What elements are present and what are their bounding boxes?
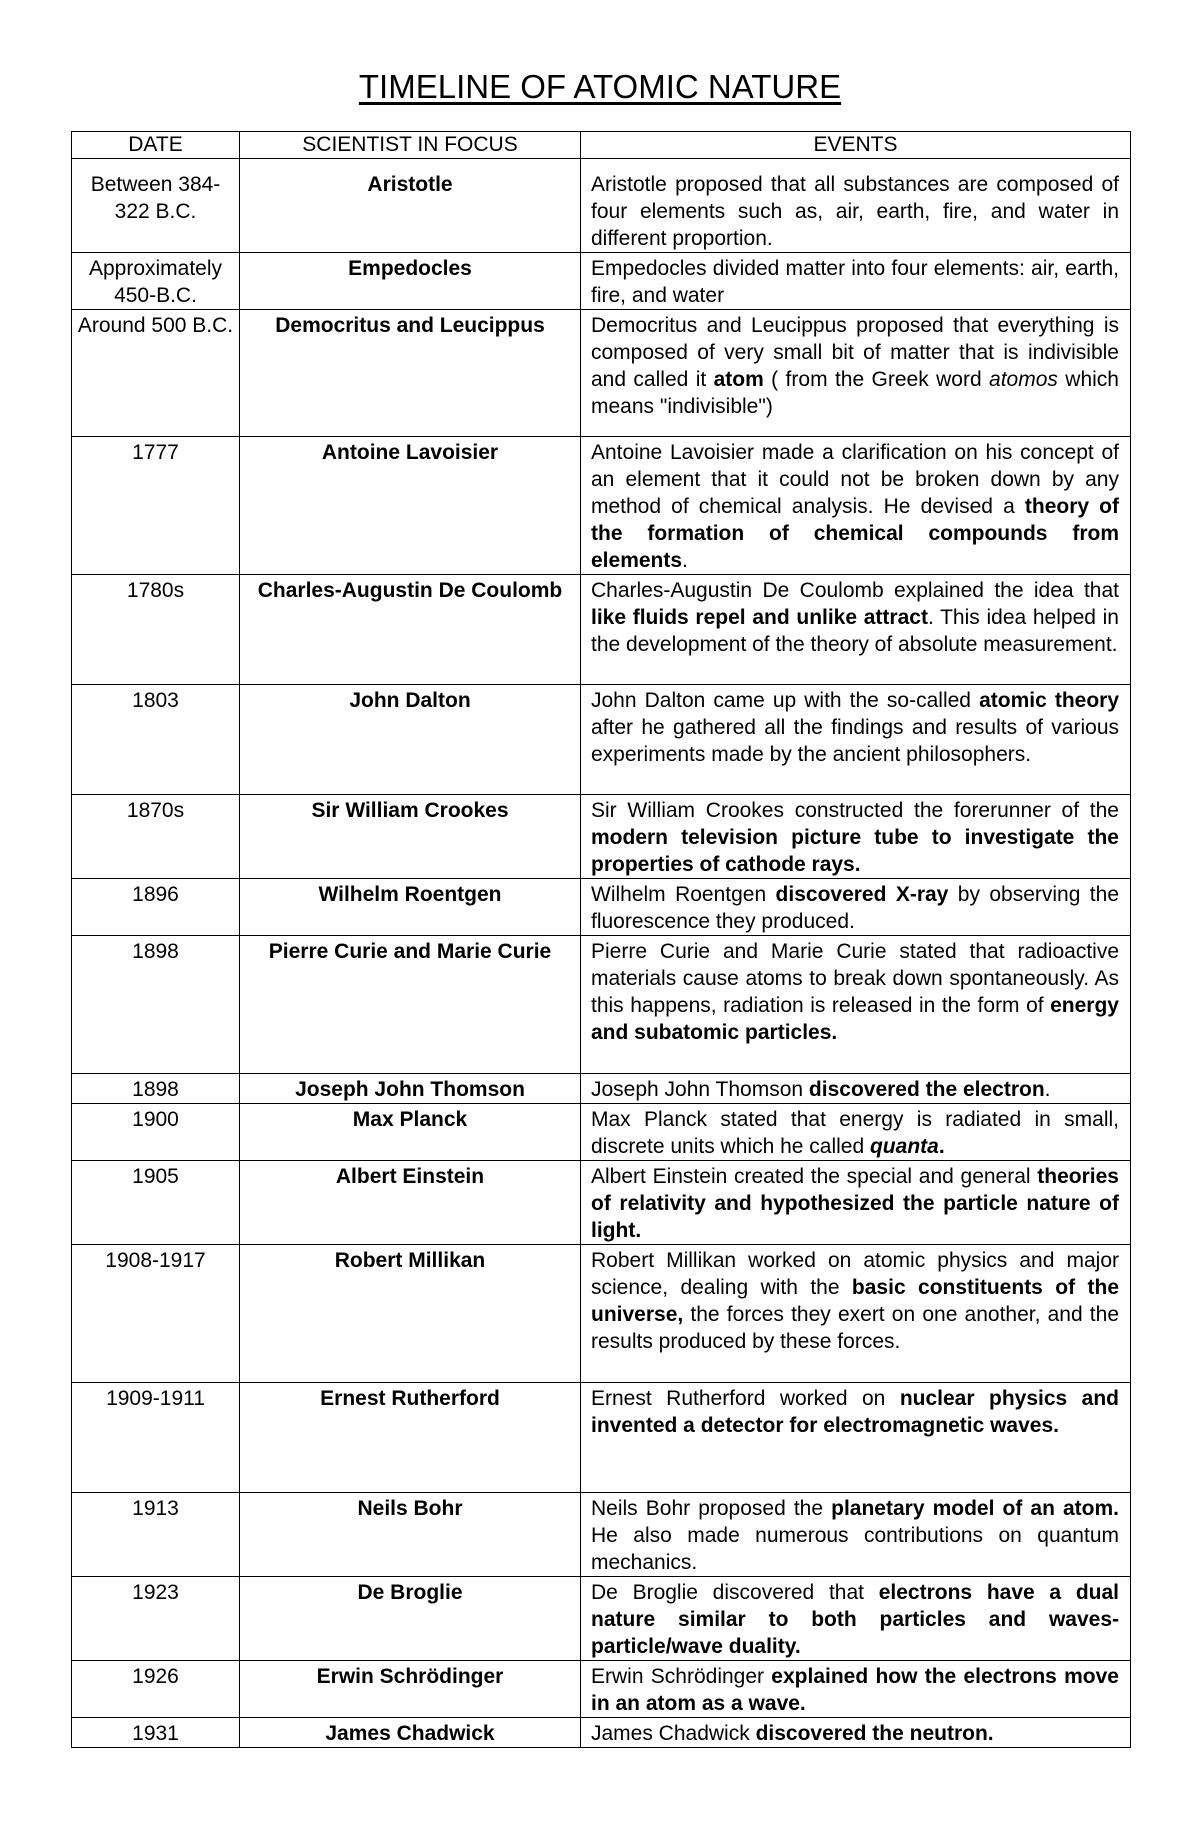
row-scientist: Empedocles bbox=[240, 253, 581, 310]
event-text-segment: nuclear physics and invented a detector for electromagnetic waves. bbox=[591, 1387, 1119, 1437]
row-date: 1913 bbox=[72, 1493, 240, 1577]
table-row bbox=[72, 575, 1131, 685]
row-events bbox=[581, 879, 1131, 936]
row-scientist: Albert Einstein bbox=[240, 1161, 581, 1245]
event-text-segment: Wilhelm Roentgen bbox=[591, 883, 776, 906]
row-date: 1908-1917 bbox=[72, 1245, 240, 1383]
row-scientist: Joseph John Thomson bbox=[240, 1074, 581, 1104]
row-scientist: Democritus and Leucippus bbox=[240, 310, 581, 437]
event-text-segment: . This idea helped in the development of the theory of absolute measurement. bbox=[591, 606, 1119, 656]
table-row bbox=[72, 936, 1131, 1074]
row-scientist: De Broglie bbox=[240, 1577, 581, 1661]
event-text-segment: modern television picture tube to investigate the properties of cathode rays. bbox=[591, 826, 1119, 876]
row-date: Approximately 450-B.C. bbox=[72, 253, 240, 310]
table-row bbox=[72, 1074, 1131, 1104]
row-events bbox=[581, 1383, 1131, 1493]
table-row bbox=[72, 159, 1131, 253]
event-text-segment: electrons have a dual nature similar to both particles and waves-particle/wave duality. bbox=[591, 1581, 1119, 1658]
header-events: EVENTS bbox=[581, 132, 1131, 159]
row-date: 1931 bbox=[72, 1718, 240, 1748]
row-events bbox=[581, 437, 1131, 575]
event-text-segment: basic constituents of the universe, bbox=[591, 1276, 1119, 1326]
event-text-segment: James Chadwick bbox=[591, 1722, 756, 1745]
event-text-segment: Charles-Augustin De Coulomb explained the idea that bbox=[591, 579, 1119, 602]
table-row bbox=[72, 685, 1131, 795]
row-date: 1898 bbox=[72, 936, 240, 1074]
event-text-segment: energy and subatomic particles. bbox=[591, 994, 1119, 1044]
table-body bbox=[72, 159, 1131, 1748]
event-text-segment: like fluids repel and unlike attract bbox=[591, 606, 928, 629]
row-scientist: Max Planck bbox=[240, 1104, 581, 1161]
row-date: 1803 bbox=[72, 685, 240, 795]
table-row bbox=[72, 1493, 1131, 1577]
header-date: DATE bbox=[72, 132, 240, 159]
table-row bbox=[72, 1383, 1131, 1493]
row-events bbox=[581, 685, 1131, 795]
row-date: 1926 bbox=[72, 1661, 240, 1718]
row-date: 1923 bbox=[72, 1577, 240, 1661]
event-text-segment: De Broglie discovered that bbox=[591, 1581, 879, 1604]
row-date: 1898 bbox=[72, 1074, 240, 1104]
event-text-segment: Democritus and Leucippus proposed that everything is composed of very small bit of matter that is indivisible and called it bbox=[591, 314, 1119, 391]
event-text-segment: discovered X-ray bbox=[775, 883, 949, 906]
header-scientist: SCIENTIST IN FOCUS bbox=[240, 132, 581, 159]
table-row bbox=[72, 1245, 1131, 1383]
event-text-segment: planetary model of an atom. bbox=[831, 1497, 1119, 1520]
event-text-segment: theory of the formation of chemical compounds from elements bbox=[591, 495, 1119, 572]
table-row bbox=[72, 253, 1131, 310]
table-row bbox=[72, 795, 1131, 879]
row-events bbox=[581, 1661, 1131, 1718]
event-text-segment: atomic theory bbox=[979, 689, 1120, 712]
document-title: TIMELINE OF ATOMIC NATURE bbox=[358, 68, 842, 105]
event-text-segment: explained how the electrons move in an atom as a wave. bbox=[591, 1665, 1119, 1715]
event-text-segment: Max Planck stated that energy is radiated in small, discrete units which he called bbox=[591, 1108, 1119, 1158]
row-events bbox=[581, 1245, 1131, 1383]
row-events bbox=[581, 575, 1131, 685]
event-text-segment: after he gathered all the findings and results of various experiments made by the ancient philosophers. bbox=[591, 716, 1119, 766]
event-text-segment: Sir William Crookes constructed the forerunner of the bbox=[591, 799, 1119, 822]
timeline-table bbox=[71, 131, 1131, 1748]
row-date: Between 384-322 B.C. bbox=[72, 159, 240, 253]
row-scientist: Ernest Rutherford bbox=[240, 1383, 581, 1493]
row-events bbox=[581, 1718, 1131, 1748]
event-text-segment: Empedocles divided matter into four elements: air, earth, fire, and water bbox=[591, 257, 1119, 307]
row-date: 1905 bbox=[72, 1161, 240, 1245]
row-date: 1900 bbox=[72, 1104, 240, 1161]
row-scientist: John Dalton bbox=[240, 685, 581, 795]
event-text-segment: Albert Einstein created the special and general bbox=[591, 1165, 1038, 1188]
event-text-segment: . bbox=[682, 549, 688, 572]
row-events bbox=[581, 310, 1131, 437]
row-scientist: Wilhelm Roentgen bbox=[240, 879, 581, 936]
row-events bbox=[581, 936, 1131, 1074]
event-text-segment: discovered the neutron. bbox=[755, 1722, 994, 1745]
event-text-segment: quanta bbox=[869, 1135, 939, 1158]
row-scientist: James Chadwick bbox=[240, 1718, 581, 1748]
row-date: 1870s bbox=[72, 795, 240, 879]
table-row bbox=[72, 1718, 1131, 1748]
event-text-segment: Pierre Curie and Marie Curie stated that radioactive materials cause atoms to break down spontaneously. As this happens, radiation is released in the form of bbox=[591, 940, 1119, 1017]
row-scientist: Sir William Crookes bbox=[240, 795, 581, 879]
row-scientist: Pierre Curie and Marie Curie bbox=[240, 936, 581, 1074]
event-text-segment: which means "indivisible") bbox=[591, 368, 1119, 418]
row-date: 1909-1911 bbox=[72, 1383, 240, 1493]
table-row bbox=[72, 1577, 1131, 1661]
row-events bbox=[581, 795, 1131, 879]
event-text-segment: John Dalton came up with the so-called bbox=[591, 689, 980, 712]
event-text-segment: . bbox=[1044, 1078, 1051, 1101]
event-text-segment: the forces they exert on one another, and the results produced by these forces. bbox=[591, 1303, 1119, 1353]
row-events bbox=[581, 1161, 1131, 1245]
event-text-segment: Ernest Rutherford worked on bbox=[591, 1387, 900, 1410]
table-row bbox=[72, 1661, 1131, 1718]
event-text-segment: discovered the electron bbox=[808, 1078, 1045, 1101]
row-date: 1896 bbox=[72, 879, 240, 936]
event-text-segment: Antoine Lavoisier made a clarification on his concept of an element that it could not be broken down by any method of chemical analysis. He devised a bbox=[591, 441, 1119, 518]
event-text-segment: Joseph John Thomson bbox=[591, 1078, 809, 1101]
row-events bbox=[581, 1074, 1131, 1104]
row-date: 1780s bbox=[72, 575, 240, 685]
table-row bbox=[72, 310, 1131, 437]
event-text-segment: atom bbox=[713, 368, 764, 391]
event-text-segment: atomos bbox=[989, 368, 1058, 391]
row-date: 1777 bbox=[72, 437, 240, 575]
event-text-segment: Neils Bohr proposed the bbox=[591, 1497, 832, 1520]
row-events bbox=[581, 1577, 1131, 1661]
row-events bbox=[581, 1104, 1131, 1161]
event-text-segment: ( from the Greek word bbox=[763, 368, 990, 391]
row-scientist: Erwin Schrödinger bbox=[240, 1661, 581, 1718]
row-events bbox=[581, 253, 1131, 310]
table-row bbox=[72, 1104, 1131, 1161]
row-scientist: Robert Millikan bbox=[240, 1245, 581, 1383]
event-text-segment: theories of relativity and hypothesized the particle nature of light. bbox=[591, 1165, 1119, 1242]
row-scientist: Aristotle bbox=[240, 159, 581, 253]
event-text-segment: Aristotle proposed that all substances are composed of four elements such as, air, earth, fire, and water in different proportion. bbox=[591, 173, 1119, 250]
table-row bbox=[72, 437, 1131, 575]
event-text-segment: He also made numerous contributions on quantum mechanics. bbox=[591, 1524, 1119, 1574]
row-scientist: Antoine Lavoisier bbox=[240, 437, 581, 575]
event-text-segment: . bbox=[938, 1135, 945, 1158]
table-row bbox=[72, 879, 1131, 936]
row-date: Around 500 B.C. bbox=[72, 310, 240, 437]
event-text-segment: Erwin Schrödinger bbox=[591, 1665, 772, 1688]
row-scientist: Charles-Augustin De Coulomb bbox=[240, 575, 581, 685]
event-text-segment: Robert Millikan worked on atomic physics and major science, dealing with the bbox=[591, 1249, 1119, 1299]
row-scientist: Neils Bohr bbox=[240, 1493, 581, 1577]
row-events bbox=[581, 1493, 1131, 1577]
row-events bbox=[581, 159, 1131, 253]
table-row bbox=[72, 1161, 1131, 1245]
event-text-segment: by observing the fluorescence they produced. bbox=[591, 883, 1119, 933]
table-header-row bbox=[72, 132, 1131, 159]
